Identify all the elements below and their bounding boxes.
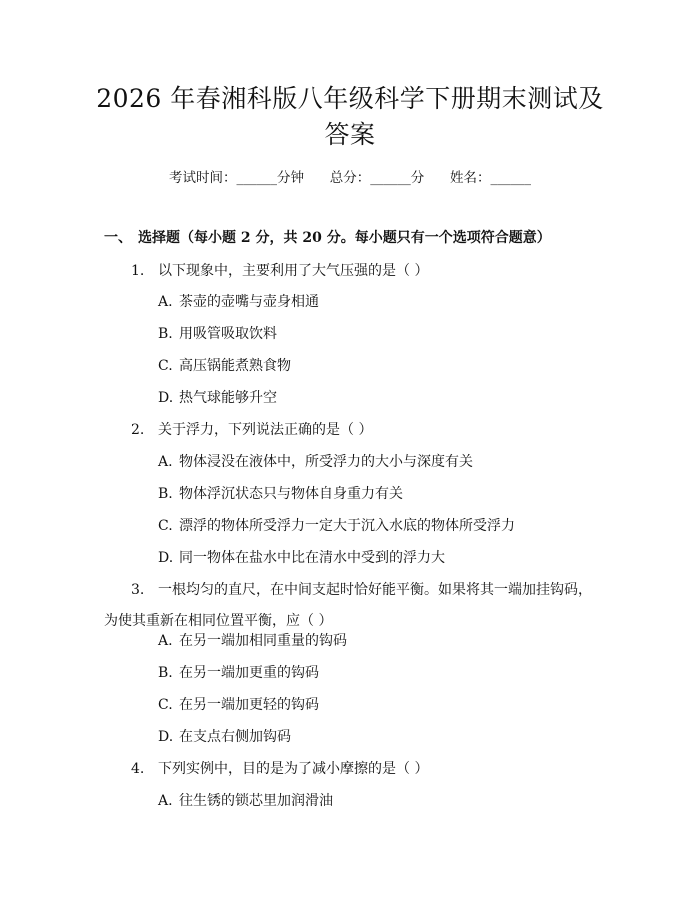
option-text: 在另一端加相同重量的钩码 [179, 633, 347, 649]
option-letter: D. [158, 390, 174, 406]
question-1-option-d [158, 388, 277, 408]
question-number: 2. [131, 422, 145, 438]
option-text: 物体浮沉状态只与物体自身重力有关 [179, 486, 403, 502]
question-3-option-c [158, 695, 319, 715]
option-text: 茶壶的壶嘴与壶身相通 [179, 294, 319, 310]
option-letter: A. [158, 454, 173, 470]
question-2 [131, 420, 372, 440]
question-number: 1. [131, 263, 145, 279]
option-letter: C. [158, 697, 173, 713]
question-4-option-a [158, 791, 333, 811]
question-2-option-b [158, 484, 403, 504]
section-title: 选择题（每小题 2 分，共 20 分。每小题只有一个选项符合题意） [138, 230, 551, 246]
question-2-option-d [158, 548, 445, 568]
option-letter: A. [158, 633, 173, 649]
option-text: 在支点右侧加钩码 [179, 729, 291, 745]
option-letter: A. [158, 793, 173, 809]
option-text: 热气球能够升空 [179, 390, 277, 406]
option-letter: C. [158, 518, 173, 534]
question-text: 一根均匀的直尺，在中间支起时恰好能平衡。如果将其一端加挂钩码，为使其重新在相同位置平衡，应（ ） [104, 582, 592, 629]
section-heading [104, 228, 551, 248]
option-text: 漂浮的物体所受浮力一定大于沉入水底的物体所受浮力 [179, 518, 515, 534]
question-3-option-d [158, 727, 291, 747]
question-number: 4. [131, 761, 145, 777]
page-title-line-2: 答案 [324, 120, 376, 149]
option-letter: A. [158, 294, 173, 310]
option-letter: B. [158, 326, 173, 342]
option-letter: D. [158, 729, 174, 745]
question-3-option-b [158, 663, 319, 683]
question-2-option-c [158, 516, 515, 536]
option-text: 在另一端加更重的钩码 [179, 665, 319, 681]
option-letter: B. [158, 486, 173, 502]
question-3 [104, 575, 604, 637]
question-1-option-b [158, 324, 277, 344]
option-text: 高压锅能煮熟食物 [179, 358, 291, 374]
question-4 [131, 759, 428, 779]
question-text: 关于浮力，下列说法正确的是（ ） [158, 422, 373, 438]
question-text: 以下现象中，主要利用了大气压强的是（ ） [158, 263, 429, 279]
question-3-option-a [158, 631, 347, 651]
question-2-option-a [158, 452, 473, 472]
question-1 [131, 261, 428, 281]
question-1-option-a [158, 292, 319, 312]
section-number: 一、 [104, 230, 132, 246]
option-letter: D. [158, 550, 174, 566]
option-text: 在另一端加更轻的钩码 [179, 697, 319, 713]
question-number: 3. [131, 582, 145, 598]
question-text: 下列实例中，目的是为了减小摩擦的是（ ） [158, 761, 429, 777]
exam-info-line: 考试时间：______分钟 总分：______分 姓名：______ [169, 170, 531, 186]
question-1-option-c [158, 356, 291, 376]
option-text: 往生锈的锁芯里加润滑油 [179, 793, 333, 809]
option-text: 同一物体在盐水中比在清水中受到的浮力大 [179, 550, 445, 566]
option-text: 物体浸没在液体中，所受浮力的大小与深度有关 [179, 454, 473, 470]
option-text: 用吸管吸取饮料 [179, 326, 277, 342]
page-title-line-1: 2026 年春湘科版八年级科学下册期末测试及 [96, 84, 604, 113]
option-letter: C. [158, 358, 173, 374]
option-letter: B. [158, 665, 173, 681]
